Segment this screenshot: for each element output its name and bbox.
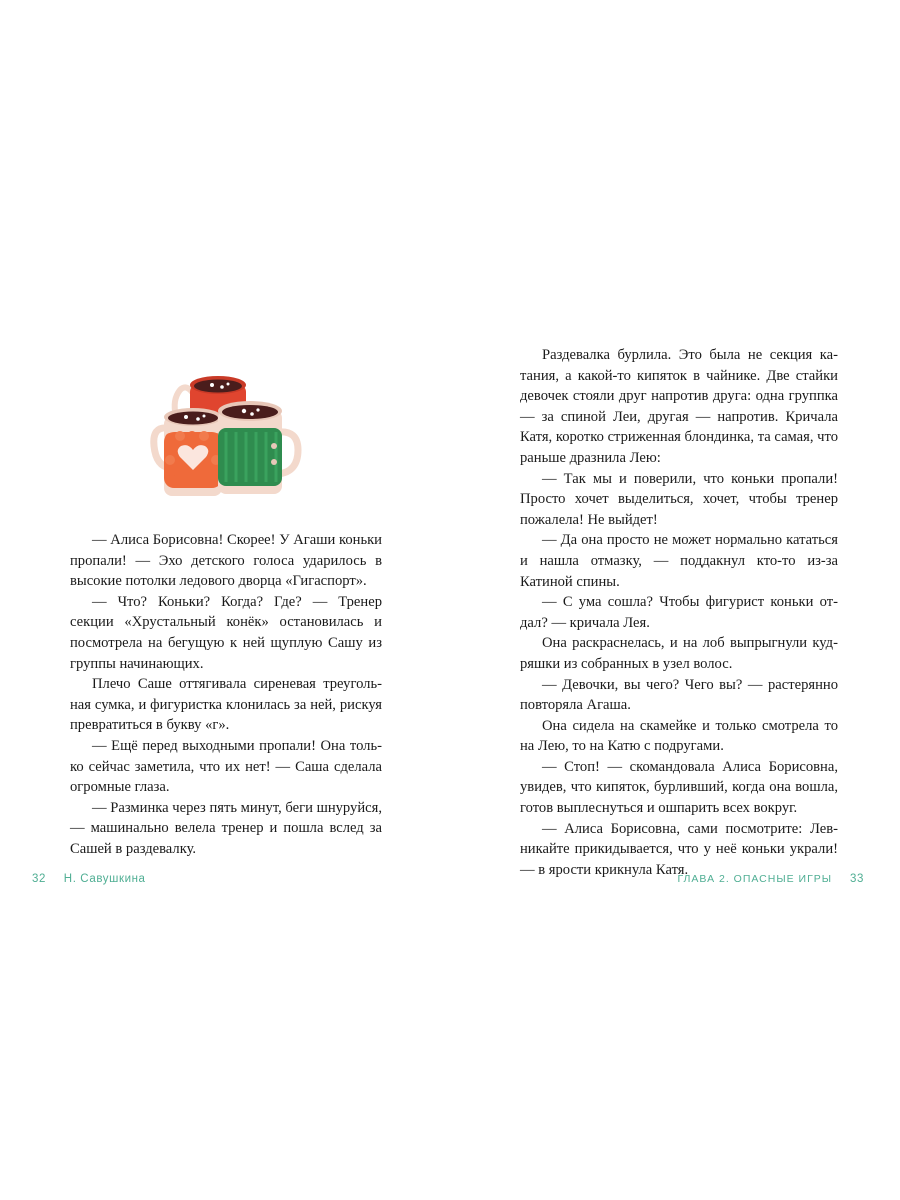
paragraph: — С ума сошла? Чтобы фигурист коньки отдал? — кричала Лея. (520, 594, 838, 631)
chapter-title: ГЛАВА 2. ОПАСНЫЕ ИГРЫ (677, 873, 833, 885)
paragraph: — Что? Коньки? Когда? Где? — Тренер секции «Хрустальный конёк» остановилась и посмотрела на бегущую к ней щуплую Сашу из группы начинающих. (70, 593, 382, 672)
paragraph: — Да она просто не может нормально кататься и нашла отмазку, — поддакнул кто-то из-за Катиной спины. (520, 532, 838, 590)
page-number: 32 (32, 873, 46, 885)
paragraph: — Алиса Борисовна, сами посмотрите: Левникайте прикидывается, что у неё коньки украли! — в ярости крикнула Катя. (520, 820, 838, 878)
author-name: Н. Савушкина (63, 873, 146, 885)
three-knitted-mugs-of-cocoa-icon (148, 370, 308, 505)
paragraph: — Девочки, вы чего? Чего вы? — растерянно повторяла Агаша. (520, 676, 838, 714)
paragraph: — Стоп! — скомандовала Алиса Борисовна, увидев, что кипяток, бурливший, когда она вошла, готов выплеснуться и ошпарить всех вокруг. (520, 758, 838, 817)
right-page-footer (677, 873, 864, 885)
paragraph: — Так мы и поверили, что коньки пропали! Просто хочет выделиться, хочет, чтобы тренер пожалела! Не выйдет! (520, 470, 838, 528)
paragraph: Плечо Саше оттягивала сиреневая треугольная сумка, и фигуристка клонилась за ней, рискуя превратиться в букву «г». (70, 676, 382, 734)
orange-sweater-mug (154, 408, 222, 496)
mugs-illustration (148, 370, 308, 505)
left-page-text (70, 530, 382, 860)
paragraph: Она раскраснелась, и на лоб выпрыгнули кудряшки из собранных в узел волос. (520, 635, 838, 672)
paragraph: — Алиса Борисовна! Скорее! У Агаши коньки пропали! — Эхо детского голоса ударилось в высокие потолки ледового дворца «Гигаспорт». (70, 532, 382, 590)
paragraph: — Ещё перед выходными пропали! Она только сейчас заметила, что их нет! — Саша сделала огромные глаза. (70, 737, 382, 796)
right-page (450, 0, 900, 1200)
paragraph: — Разминка через пять минут, беги шнуруйся, — машинально велела тренер и пошла вслед за Сашей в раздевалку. (70, 799, 382, 857)
right-page-text (520, 345, 838, 880)
paragraph: Она сидела на скамейке и только смотрела то на Лею, то на Катю с подругами. (520, 717, 838, 755)
page-number: 33 (850, 873, 864, 885)
left-page-footer (32, 873, 146, 885)
green-sweater-mug (218, 401, 298, 494)
paragraph: Раздевалка бурлила. Это была не секция катания, а какой-то кипяток в чайнике. Две стайки девочек стояли друг напротив друга: одна группка — за спиной Леи, другая — напротив. Кричала Катя, коротко стриженная блондинка, та самая, что раньше дразнила Лею: (520, 347, 838, 466)
